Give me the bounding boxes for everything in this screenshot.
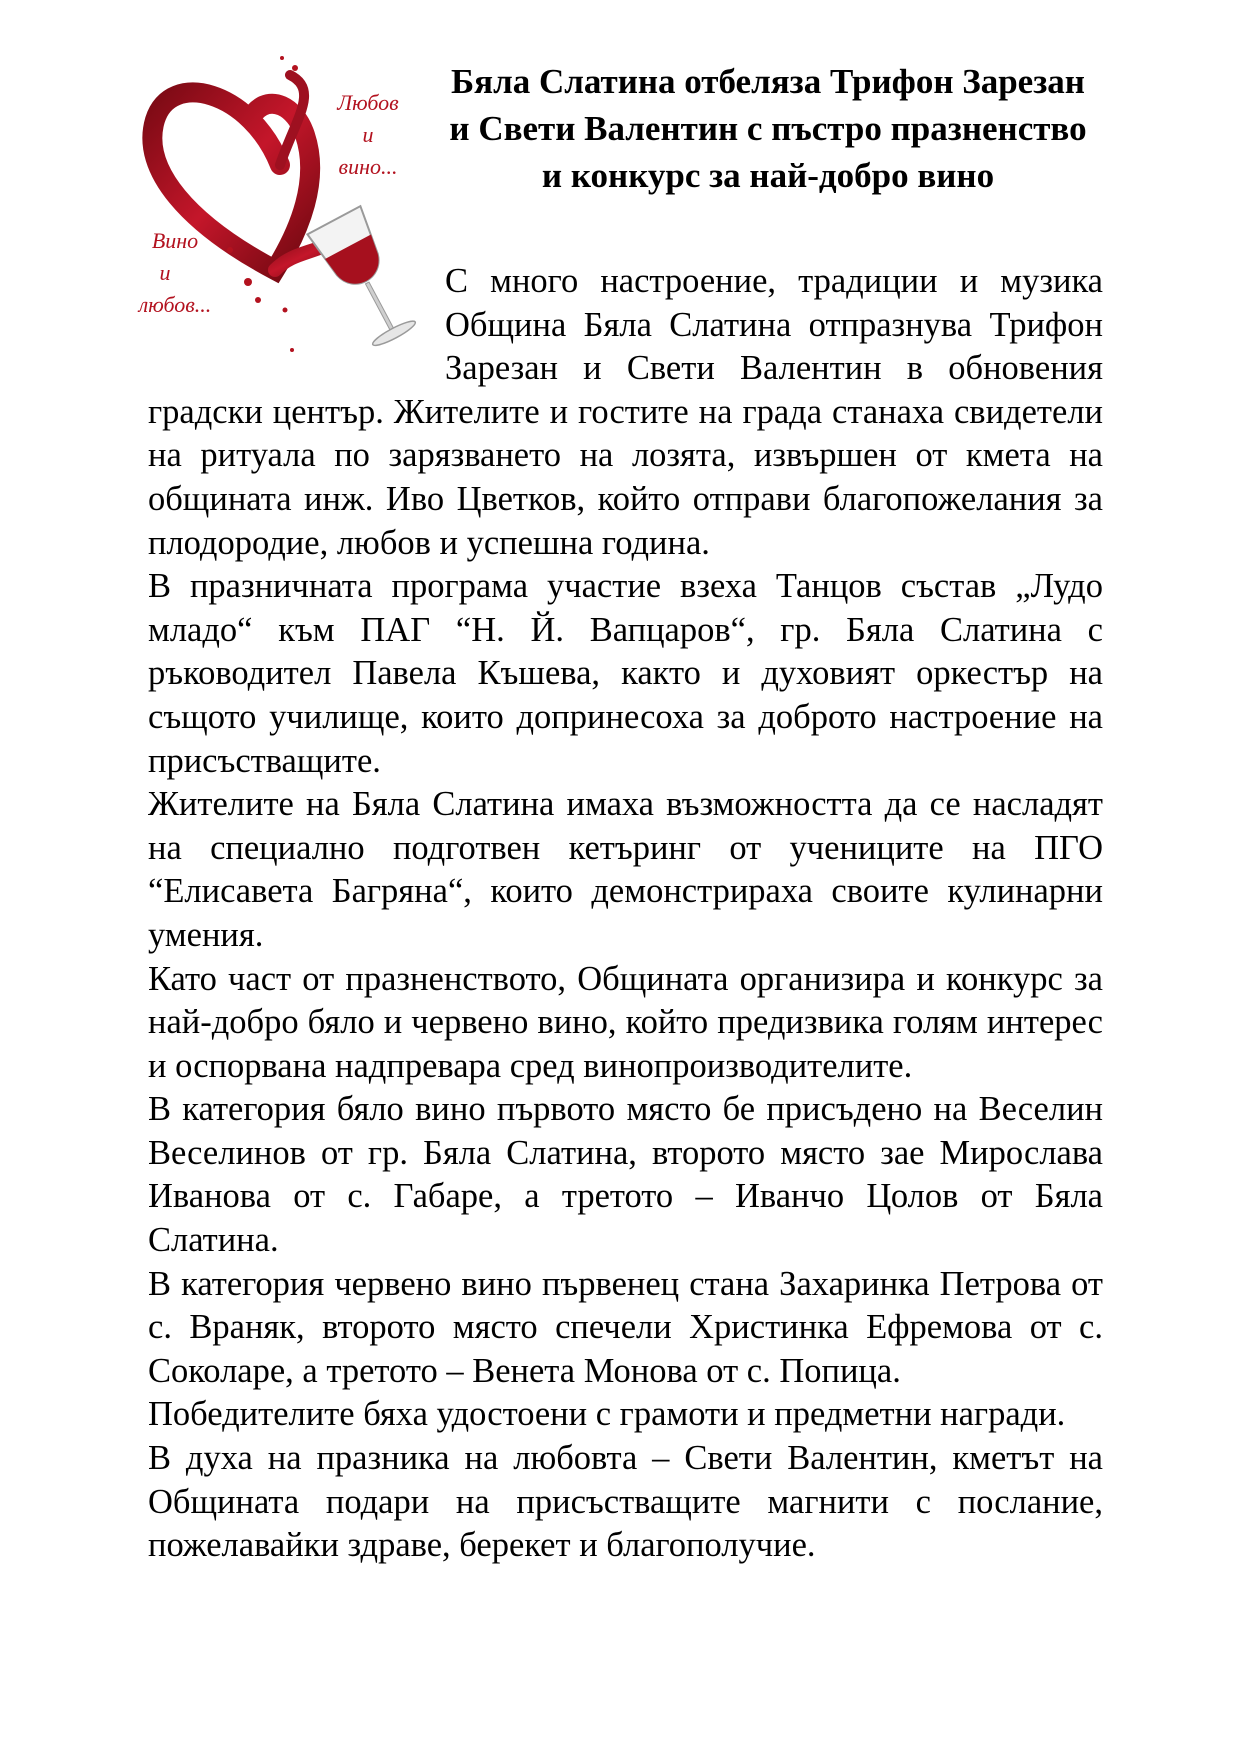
logo-text-bottom-2: и bbox=[159, 260, 171, 285]
paragraph-6: В категория червено вино първенец стана Захаринка Петрова от с. Враняк, второто място спечели Христинка Ефремова от с. Соколаре, а третото – Венета Монова от с. Попица. bbox=[148, 1264, 1103, 1390]
article-title: Бяла Слатина отбеляза Трифон Зарезан и Свети Валентин с пъстро празненство и конкурс за най-добро вино bbox=[449, 62, 1087, 195]
paragraph-2: В празничната програма участие взеха Танцов състав „Лудо младо“ към ПАГ “Н. Й. Вапцаров“, гр. Бяла Слатина с ръководител Павела Къшева, както и духовият оркестър на същото училище, които допринесоха за доброто настроение на присъстващите. bbox=[148, 567, 1103, 780]
logo-text-top-2: и bbox=[362, 122, 374, 147]
paragraph-4: Като част от празненството, Общината организира и конкурс за най-добро бяло и червено вино, който предизвика голям интерес и оспорвана надпревара сред винопроизводителите. bbox=[148, 959, 1103, 1085]
logo-text-top-3: вино... bbox=[338, 154, 398, 179]
logo-text-bottom-1: Вино bbox=[151, 228, 199, 253]
paragraph-5: В категория бяло вино първото място бе присъдено на Веселин Веселинов от гр. Бяла Слатина, второто място зае Мирослава Иванова от с. Габаре, а третото – Иванчо Цолов от Бяла Слатина. bbox=[148, 1090, 1103, 1260]
paragraph-8: В духа на празника на любовта – Свети Валентин, кметът на Общината подари на присъстващите магнити с послание, пожелавайки здраве, берекет и благополучие. bbox=[148, 1439, 1103, 1565]
logo-float-spacer bbox=[148, 260, 445, 390]
paragraph-7: Победителите бяха удостоени с грамоти и предметни награди. bbox=[148, 1395, 1066, 1434]
logo-text-top-1: Любов bbox=[337, 90, 399, 115]
article-body bbox=[148, 260, 1103, 1568]
logo-text-bottom-3: любов... bbox=[138, 292, 212, 317]
paragraph-3: Жителите на Бяла Слатина имаха възможността да се насладят на специално подготвен кетъринг от учениците на ПГО “Елисавета Багряна“, които демонстрираха своите кулинарни умения. bbox=[148, 785, 1103, 954]
paragraph-1: С много настроение, традиции и музика Община Бяла Слатина отпразнува Трифон Зарезан и Свети Валентин в обновения градски център. Жителите и гостите на града станаха свидетели на ритуала по зарязването на лозята, извършен от кмета на общината инж. Иво Цветков, който отправи благопожелания за плодородие, любов и успешна година. bbox=[148, 262, 1103, 562]
